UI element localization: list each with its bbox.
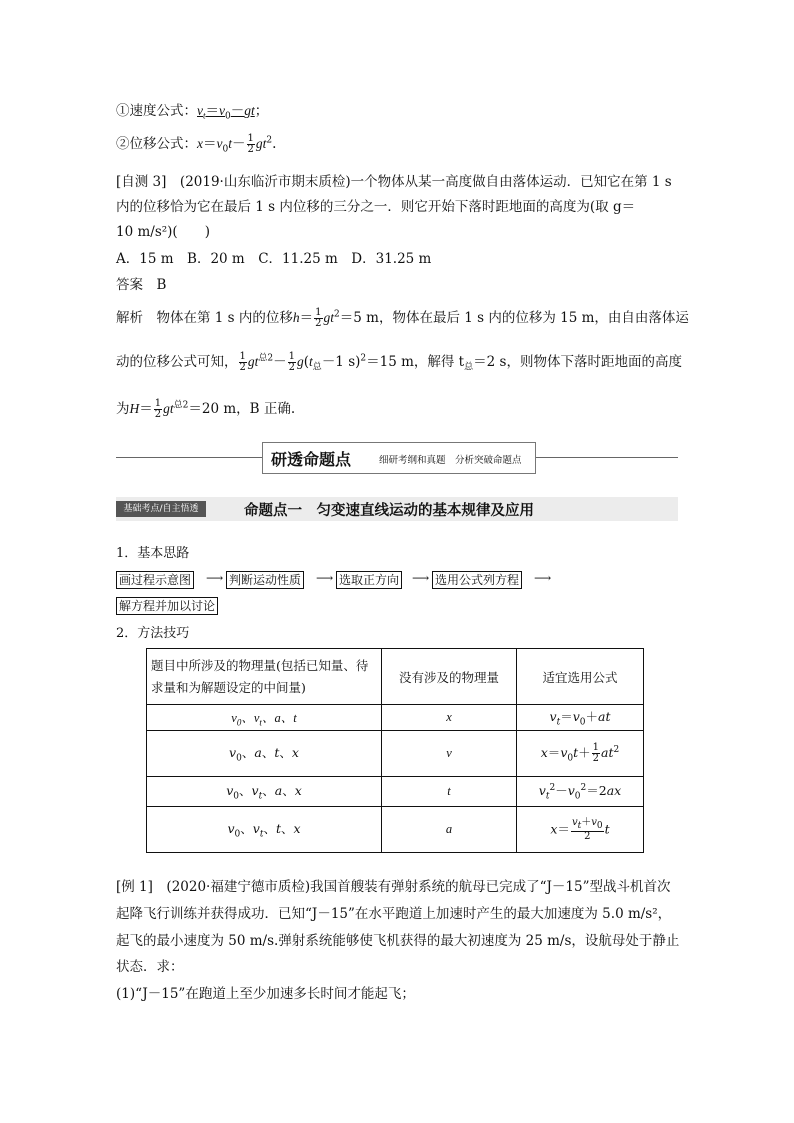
table-row: $v_0$、$v_t$、a、x t $v_t^2-v_0^2=2ax$ xyxy=(147,777,644,807)
section-tag: 基础考点/自主悟透 xyxy=(116,501,206,517)
ideas-heading: 1．基本思路 xyxy=(116,546,190,561)
methods-table xyxy=(146,648,644,853)
step-1: 画过程示意图 xyxy=(116,571,194,589)
step-3: 选取正方向 xyxy=(336,571,402,589)
missing-cell: t xyxy=(382,777,517,807)
table-row: $v_0$、a、t、x v $x=v_0t+$ $\frac{1}{2}$ $at^2$ xyxy=(147,731,644,777)
banner-rule-right xyxy=(534,457,678,458)
example-line3: 起飞的最小速度为 50 m/s.弹射系统能够使飞机获得的最大初速度为 25 m/s，设航母处于静止 xyxy=(116,933,680,949)
analysis-line1: 解析 物体在第 1 s 内的位移h＝ $\frac{1}{2}$ $gt^2=5$ m，物体在最后 1 s 内的位移为 15 m，由自由落体运 xyxy=(116,307,689,329)
table-row: $v_0$、$v_t$、a、t x $v_t=v_0+at$ xyxy=(147,705,644,731)
velocity-formula: ①速度公式：$v_t=v_0-gt$； xyxy=(116,103,269,122)
arrow-2: ⟶ xyxy=(316,571,334,585)
header-formula: 适宜选用公式 xyxy=(517,649,644,705)
arrow-3: ⟶ xyxy=(412,571,430,585)
displacement-label: ②位移公式： xyxy=(116,136,197,152)
answer-line xyxy=(116,273,166,293)
missing-cell: x xyxy=(382,705,517,731)
step-4: 选用公式列方程 xyxy=(432,571,522,589)
section-title: 命题点一 匀变速直线运动的基本规律及应用 xyxy=(244,503,534,519)
self-test-line2: 内的位移恰为它在最后 1 s 内位移的三分之一．则它开始下落时距地面的高度为(取 g＝ xyxy=(116,199,636,215)
self-test-tag: [自测 3] xyxy=(116,174,167,190)
section-bar xyxy=(116,497,678,521)
analysis-line3: 为H＝ $\frac{1}{2}$ $gt^{总2}=20$ m，B 正确. xyxy=(116,398,296,420)
self-test-text1: 一个物体从某一高度做自由落体运动．已知它在第 1 s xyxy=(350,174,672,190)
table-row: $v_0$、$v_t$、t、x a x＝ $\frac{v_t+v_0}{2}$ t xyxy=(147,807,644,853)
header-missing: 没有涉及的物理量 xyxy=(382,649,517,705)
example-question1: (1)“J－15”在跑道上至少加速多长时间才能起飞； xyxy=(116,986,415,1002)
example-line2: 起降飞行训练并获得成功．已知“J－15”在水平跑道上加速时产生的最大加速度为 5.0 m/s²， xyxy=(116,906,672,922)
self-test-options: A．15 m B．20 m C．11.25 m D．31.25 m xyxy=(116,251,432,267)
missing-cell: v xyxy=(382,731,517,777)
example-tag: [例 1] xyxy=(116,879,153,895)
banner-rule-left xyxy=(116,457,262,458)
self-test-line3: 10 m/s²)( ) xyxy=(116,224,210,240)
analysis-line2: 动的位移公式可知， $\frac{1}{2}$ $gt^{总2}-$ $\frac{1}{2}$ $g(t_总-1$ s)$^2$＝15 m，解得 $t_总=2$ s，则物体下落时距地面的高度 xyxy=(116,351,682,373)
example-line4: 状态．求： xyxy=(116,959,184,975)
answer-label: 答案 xyxy=(116,277,143,293)
banner xyxy=(262,442,536,474)
header-quantities: 题目中所涉及的物理量(包括已知量、待求量和为解题设定的中间量) xyxy=(147,649,382,705)
self-test-line1 xyxy=(116,170,672,190)
displacement-formula: ②位移公式：$x=v_0t-$ $\frac{1}{2}$ $gt^2$. xyxy=(116,133,277,155)
answer-value: B xyxy=(156,277,167,293)
table-header-row xyxy=(147,649,644,705)
banner-subtitle: 细研考纲和真题 分析突破命题点 xyxy=(379,455,522,466)
velocity-label: ①速度公式： xyxy=(116,103,197,119)
methods-heading: 2．方法技巧 xyxy=(116,626,190,641)
arrow-1: ⟶ xyxy=(206,571,224,585)
banner-title: 研透命题点 xyxy=(271,450,352,469)
arrow-4: ⟶ xyxy=(534,571,552,585)
analysis-label: 解析 xyxy=(116,310,143,326)
step-2: 判断运动性质 xyxy=(226,571,304,589)
missing-cell: a xyxy=(382,807,517,853)
step-5: 解方程并加以讨论 xyxy=(116,597,218,615)
self-test-source: (2019·山东临沂市期末质检) xyxy=(179,174,351,190)
example-line1: [例 1] (2020·福建宁德市质检)我国首艘装有弹射系统的航母已完成了“J－15”型战斗机首次 xyxy=(116,879,671,895)
